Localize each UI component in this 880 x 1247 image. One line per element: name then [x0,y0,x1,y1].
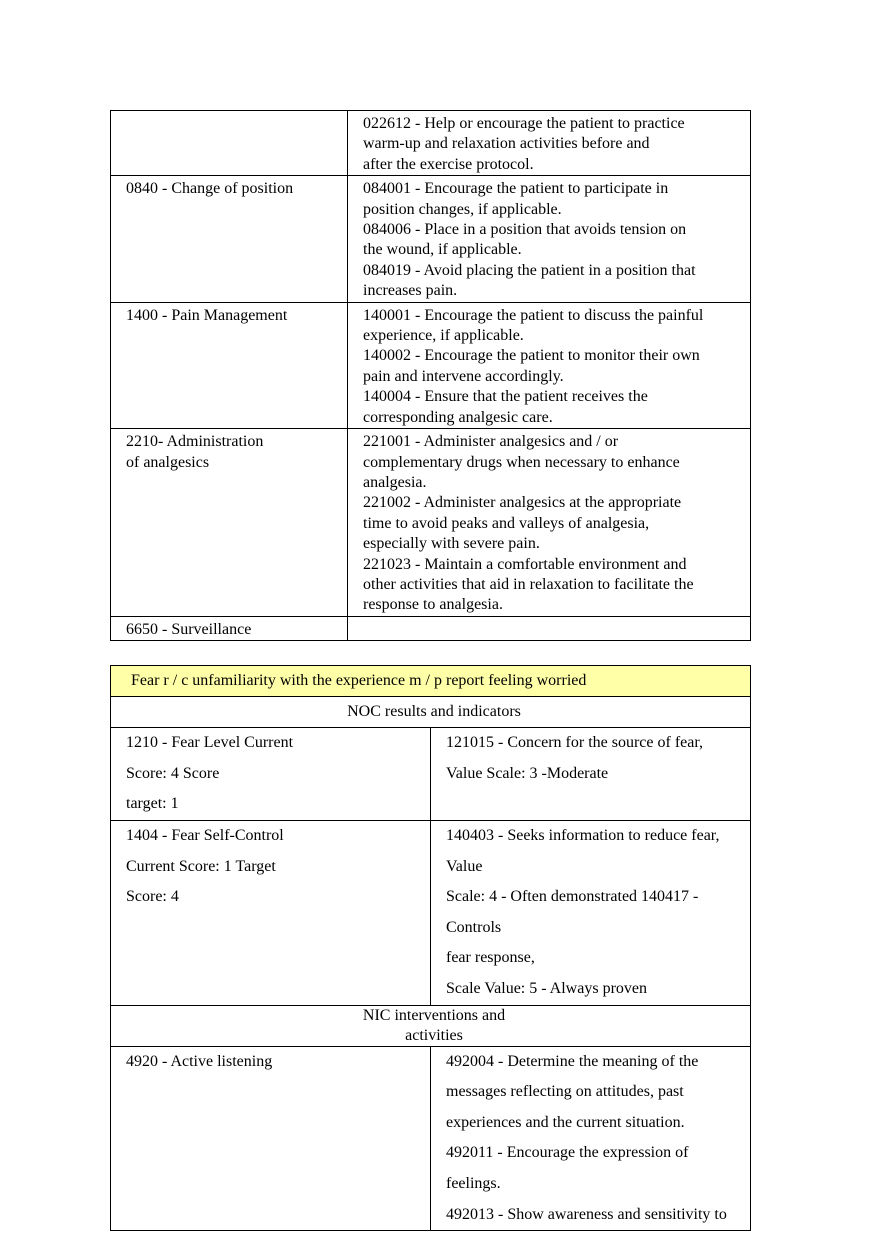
activity-line: messages reflecting on attitudes, past [446,1083,684,1101]
activity-line: position changes, if applicable. [363,200,562,218]
indicator-line: Scale: 4 - Often demonstrated 140417 - Controls [446,888,699,936]
activity-line: 084001 - Encourage the patient to participate in [363,180,669,198]
activity-line: complementary drugs when necessary to enhance [363,453,680,471]
table-row [111,821,751,1006]
nic-heading-line: activities [405,1026,463,1044]
intervention-label: of analgesics [126,453,210,471]
intervention-cell [111,111,348,176]
activity-line: the wound, if applicable. [363,241,522,259]
activities-cell [348,429,751,617]
indicator-line: 121015 - Concern for the source of fear, [446,734,704,751]
intervention-label: 2210- Administration [126,433,264,451]
intervention-cell [111,616,348,640]
activity-line: warm-up and relaxation activities before and [363,135,650,153]
table-row [111,302,751,428]
activities-cell [348,302,751,428]
activity-line: 492013 - Show awareness and sensitivity to [446,1205,727,1223]
activity-line: analgesia. [363,473,427,491]
activity-line: 221001 - Administer analgesics and / or [363,433,619,451]
activity-line: after the exercise protocol. [363,155,534,173]
activity-line: response to analgesia. [363,596,503,614]
activity-line: experience, if applicable. [363,327,524,345]
nic-heading-row [111,1005,751,1046]
indicator-line: Scale Value: 5 - Always proven [446,979,647,997]
nic-heading [111,1005,751,1046]
intervention-label: 6650 - Surveillance [126,620,252,638]
intervention-cell [111,302,348,428]
outcome-line: 1404 - Fear Self-Control [126,827,284,844]
activity-line: 221002 - Administer analgesics at the appropriate [363,494,682,512]
indicator-line: 140403 - Seeks information to reduce fear, Value [446,827,720,875]
indicator-line: Value Scale: 3 -Moderate [446,764,609,782]
activity-line: increases pain. [363,282,458,300]
activities-cell [348,111,751,176]
outcome-line: target: 1 [126,795,179,813]
diagnosis-heading: Fear r / c unfamiliarity with the experience m / p report feeling worried [111,666,751,697]
activity-line: 084019 - Avoid placing the patient in a position that [363,261,696,279]
table-row [111,176,751,302]
outcome-line: 1210 - Fear Level Current [126,734,294,751]
nic-heading-line: NIC interventions and [362,1006,506,1024]
outcome-line: Score: 4 Score [126,764,220,782]
outcome-cell [111,821,431,1006]
diagnosis-row [111,666,751,697]
indicator-cell [431,728,751,821]
outcome-cell [111,728,431,821]
activity-line: other activities that aid in relaxation to facilitate the [363,575,694,593]
activity-line: 221023 - Maintain a comfortable environment and [363,555,687,573]
intervention-cell [111,429,348,617]
activity-line: pain and intervene accordingly. [363,367,564,385]
noc-heading-row [111,697,751,728]
activity-line: especially with severe pain. [363,535,540,553]
indicator-line: fear response, [446,949,535,967]
activity-line: 140001 - Encourage the patient to discuss the painful [363,306,704,324]
activities-cell [348,616,751,640]
table-row [111,1046,751,1231]
intervention-label: 4920 - Active listening [126,1052,273,1070]
table-row [111,111,751,176]
outcome-line: Current Score: 1 Target [126,857,276,875]
table-row [111,429,751,617]
activity-line: 140004 - Ensure that the patient receives the [363,388,648,406]
activity-line: 022612 - Help or encourage the patient to practice [363,115,685,132]
table-row [111,616,751,640]
outcome-line: Score: 4 [126,888,179,906]
activity-line: 492004 - Determine the meaning of the [446,1052,699,1070]
care-plan-table-fear [110,665,751,1231]
activity-line: 084006 - Place in a position that avoids tension on [363,221,687,239]
activity-line: 492011 - Encourage the expression of feelings. [446,1144,689,1192]
activity-line: experiences and the current situation. [446,1113,685,1131]
intervention-cell [111,176,348,302]
activity-line: 140002 - Encourage the patient to monitor their own [363,347,700,365]
activity-line: time to avoid peaks and valleys of analgesia, [363,514,650,532]
intervention-cell [111,1046,431,1231]
intervention-label: 1400 - Pain Management [126,306,288,324]
noc-heading: NOC results and indicators [111,697,751,728]
table-row [111,728,751,821]
activities-cell [348,176,751,302]
activity-line: corresponding analgesic care. [363,408,553,426]
care-plan-table-pain [110,110,751,641]
intervention-label: 0840 - Change of position [126,180,294,198]
indicator-cell [431,821,751,1006]
activities-cell [431,1046,751,1231]
